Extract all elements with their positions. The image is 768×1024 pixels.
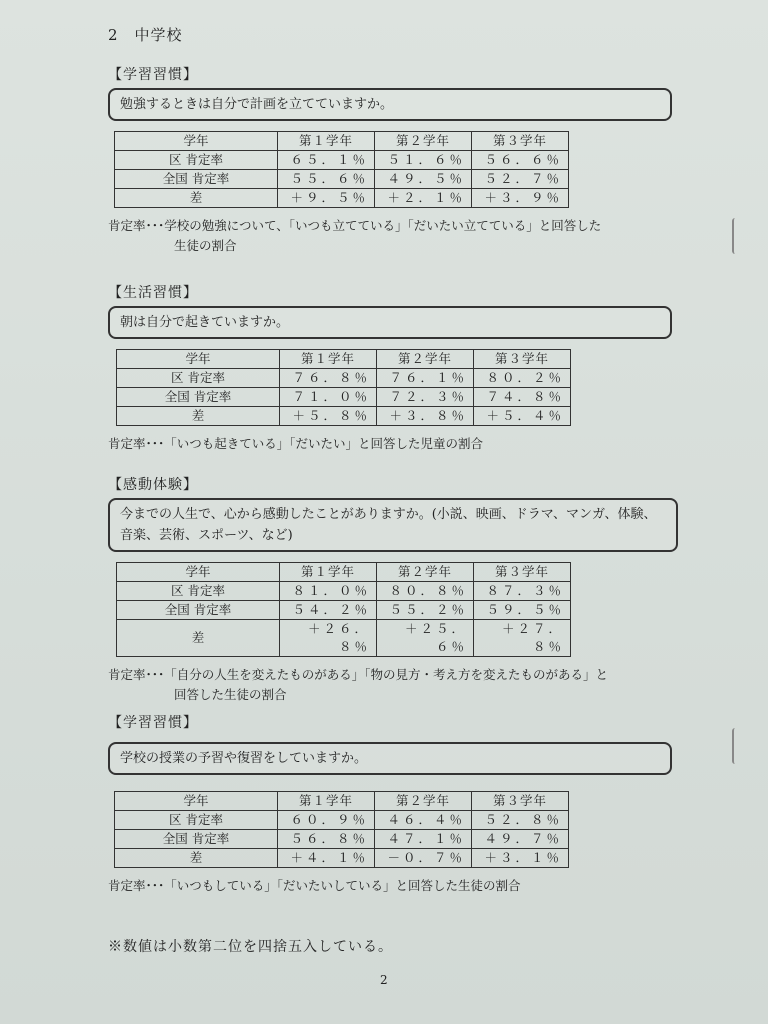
column-header: 学年 [115,792,278,811]
note-text: 肯定率･･･「いつもしている」「だいたいしている」と回答した生徒の割合 [108,878,521,893]
note-text: 肯定率･･･学校の勉強について、「いつも立てている」「だいたい立てている」と回答した [108,218,602,233]
survey-section-planning [108,64,688,256]
column-header: 学年 [117,350,280,369]
table-header-row [117,350,571,369]
cell-value: ７４．８％ [474,388,571,407]
question-box: 勉強するときは自分で計画を立てていますか。 [108,88,672,121]
row-label: 差 [115,849,278,868]
column-header: 第２学年 [375,132,472,151]
definition-note [108,216,688,256]
cell-value: ５９．５％ [474,601,571,620]
table-row [117,582,571,601]
table-row [115,189,569,208]
cell-value: ７６．１％ [377,369,474,388]
section-heading: 2 中学校 [108,26,183,44]
survey-section-inspiration [108,474,688,705]
column-header: 第３学年 [472,792,569,811]
cell-value: ＋２７．８％ [474,620,571,657]
page-number: 2 [380,973,388,987]
cell-value: －０．７％ [375,849,472,868]
note-continuation: 生徒の割合 [174,238,237,253]
cell-value: ４９．５％ [375,170,472,189]
staple-mark [732,728,740,764]
row-label: 全国 肯定率 [117,601,280,620]
cell-value: ７６．８％ [280,369,377,388]
survey-section-review [108,712,688,896]
staple-mark [732,218,740,254]
cell-value: ＋３．９％ [472,189,569,208]
table-row [115,811,569,830]
question-box: 学校の授業の予習や復習をしていますか。 [108,742,672,775]
cell-value: ＋４．１％ [278,849,375,868]
category-label: 【学習習慣】 [108,715,198,731]
row-label: 全国 肯定率 [117,388,280,407]
note-text: 肯定率･･･「自分の人生を変えたものがある」「物の見方・考え方を変えたものがある」と [108,667,609,682]
cell-value: ５５．６％ [278,170,375,189]
cell-value: ４６．４％ [375,811,472,830]
table-row [117,620,571,657]
cell-value: ８１．０％ [280,582,377,601]
rounding-footnote: ※数値は小数第二位を四捨五入している。 [108,939,393,955]
cell-value: ５２．７％ [472,170,569,189]
table-row [115,151,569,170]
column-header: 第２学年 [377,563,474,582]
survey-section-morning [108,282,688,454]
cell-value: ６５．１％ [278,151,375,170]
cell-value: ７１．０％ [280,388,377,407]
question-box: 朝は自分で起きていますか。 [108,306,672,339]
cell-value: ４７．１％ [375,830,472,849]
column-header: 第１学年 [278,792,375,811]
cell-value: ５４．２％ [280,601,377,620]
cell-value: ４９．７％ [472,830,569,849]
category-label: 【学習習慣】 [108,67,198,83]
cell-value: ＋５．８％ [280,407,377,426]
table-header-row [117,563,571,582]
cell-value: ８０．２％ [474,369,571,388]
cell-value: ７２．３％ [377,388,474,407]
column-header: 第３学年 [472,132,569,151]
column-header: 第３学年 [474,350,571,369]
table-row [117,601,571,620]
row-label: 全国 肯定率 [115,170,278,189]
definition-note [108,434,688,454]
question-box: 今までの人生で、心から感動したことがありますか。(小説、映画、ドラマ、マンガ、体験、音楽、芸術、スポーツ、など) [108,498,678,552]
column-header: 第１学年 [280,350,377,369]
cell-value: ＋３．１％ [472,849,569,868]
cell-value: ５５．２％ [377,601,474,620]
cell-value: ６０．９％ [278,811,375,830]
column-header: 学年 [115,132,278,151]
results-table [116,349,571,426]
results-table [114,791,569,868]
column-header: 学年 [117,563,280,582]
row-label: 区 肯定率 [117,582,280,601]
cell-value: ＋３．８％ [377,407,474,426]
table-header-row [115,792,569,811]
cell-value: ８７．３％ [474,582,571,601]
cell-value: ５２．８％ [472,811,569,830]
table-row [117,369,571,388]
row-label: 区 肯定率 [115,811,278,830]
category-label: 【感動体験】 [108,477,198,493]
row-label: 全国 肯定率 [115,830,278,849]
cell-value: ＋９．５％ [278,189,375,208]
column-header: 第３学年 [474,563,571,582]
cell-value: ＋２６．８％ [280,620,377,657]
row-label: 差 [115,189,278,208]
cell-value: ＋５．４％ [474,407,571,426]
table-header-row [115,132,569,151]
row-label: 差 [117,407,280,426]
column-header: 第１学年 [280,563,377,582]
column-header: 第１学年 [278,132,375,151]
cell-value: ８０．８％ [377,582,474,601]
cell-value: ５６．６％ [472,151,569,170]
row-label: 区 肯定率 [115,151,278,170]
table-row [115,170,569,189]
definition-note [108,665,688,705]
results-table [114,131,569,208]
table-row [115,849,569,868]
note-continuation: 回答した生徒の割合 [174,687,287,702]
table-row [115,830,569,849]
cell-value: ＋２．１％ [375,189,472,208]
cell-value: ＋２５．６％ [377,620,474,657]
cell-value: ５１．６％ [375,151,472,170]
category-label: 【生活習慣】 [108,285,198,301]
row-label: 差 [117,620,280,657]
column-header: 第２学年 [375,792,472,811]
definition-note [108,876,688,896]
column-header: 第２学年 [377,350,474,369]
results-table [116,562,571,657]
cell-value: ５６．８％ [278,830,375,849]
row-label: 区 肯定率 [117,369,280,388]
table-row [117,388,571,407]
note-text: 肯定率･･･「いつも起きている」「だいたい」と回答した児童の割合 [108,436,484,451]
table-row [117,407,571,426]
